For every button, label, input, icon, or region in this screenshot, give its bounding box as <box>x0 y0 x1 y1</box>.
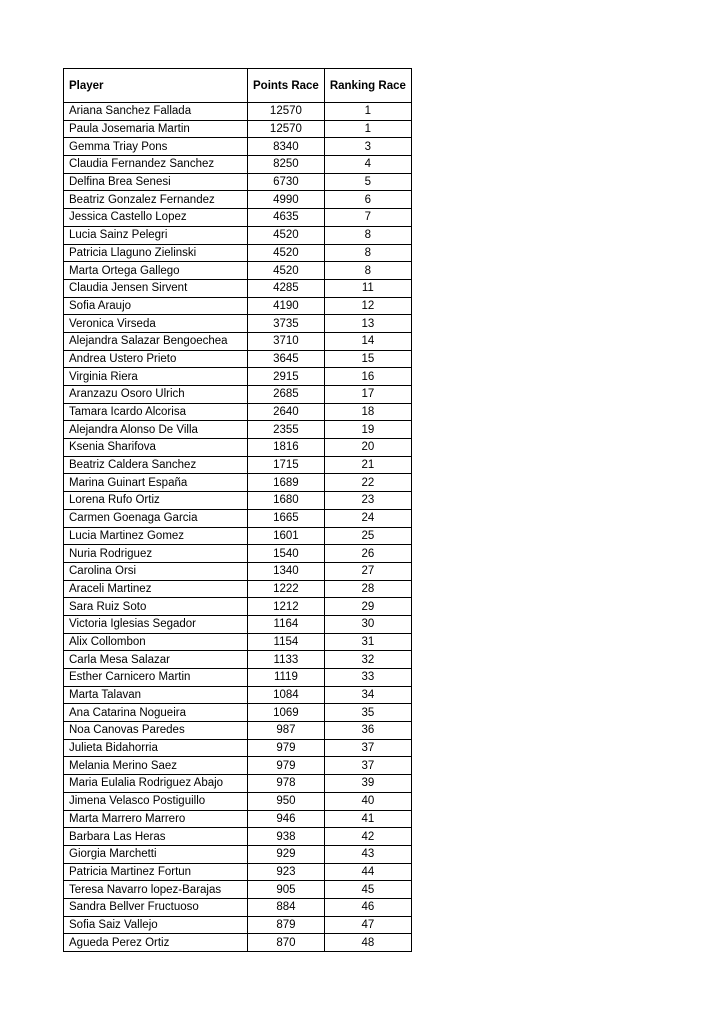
player-name-cell: Marta Talavan <box>64 686 248 704</box>
table-row <box>64 775 412 793</box>
table-row <box>64 262 412 280</box>
points-cell: 4285 <box>248 279 325 297</box>
points-cell: 4990 <box>248 191 325 209</box>
player-name-cell: Nuria Rodriguez <box>64 545 248 563</box>
table-row <box>64 368 412 386</box>
table-row <box>64 881 412 899</box>
player-name-cell: Beatriz Caldera Sanchez <box>64 456 248 474</box>
table-row <box>64 386 412 404</box>
player-name-cell: Araceli Martinez <box>64 580 248 598</box>
table-row <box>64 279 412 297</box>
player-name-cell: Melania Merino Saez <box>64 757 248 775</box>
table-row <box>64 580 412 598</box>
table-row <box>64 297 412 315</box>
table-row <box>64 191 412 209</box>
player-name-cell: Carmen Goenaga Garcia <box>64 509 248 527</box>
player-name-cell: Patricia Martinez Fortun <box>64 863 248 881</box>
ranking-cell: 15 <box>324 350 411 368</box>
player-name-cell: Alejandra Salazar Bengoechea <box>64 332 248 350</box>
player-name-cell: Gemma Triay Pons <box>64 138 248 156</box>
points-cell: 12570 <box>248 103 325 121</box>
ranking-cell: 21 <box>324 456 411 474</box>
table-row <box>64 934 412 952</box>
ranking-cell: 17 <box>324 386 411 404</box>
player-name-cell: Sara Ruiz Soto <box>64 598 248 616</box>
ranking-cell: 13 <box>324 315 411 333</box>
player-name-cell: Lucia Sainz Pelegri <box>64 226 248 244</box>
player-name-cell: Ariana Sanchez Fallada <box>64 103 248 121</box>
points-cell: 1680 <box>248 492 325 510</box>
player-name-cell: Virginia Riera <box>64 368 248 386</box>
points-cell: 1665 <box>248 509 325 527</box>
points-cell: 979 <box>248 739 325 757</box>
points-cell: 12570 <box>248 120 325 138</box>
ranking-cell: 32 <box>324 651 411 669</box>
points-cell: 4520 <box>248 262 325 280</box>
ranking-cell: 47 <box>324 916 411 934</box>
ranking-cell: 11 <box>324 279 411 297</box>
points-cell: 905 <box>248 881 325 899</box>
ranking-cell: 39 <box>324 775 411 793</box>
points-cell: 1164 <box>248 615 325 633</box>
ranking-cell: 4 <box>324 156 411 174</box>
points-cell: 1340 <box>248 562 325 580</box>
points-cell: 4520 <box>248 244 325 262</box>
ranking-cell: 29 <box>324 598 411 616</box>
points-cell: 1119 <box>248 669 325 687</box>
ranking-cell: 1 <box>324 103 411 121</box>
ranking-cell: 5 <box>324 173 411 191</box>
points-cell: 2915 <box>248 368 325 386</box>
points-cell: 2685 <box>248 386 325 404</box>
table-row <box>64 633 412 651</box>
ranking-cell: 24 <box>324 509 411 527</box>
player-name-cell: Agueda Perez Ortiz <box>64 934 248 952</box>
player-name-cell: Andrea Ustero Prieto <box>64 350 248 368</box>
player-name-cell: Lucia Martinez Gomez <box>64 527 248 545</box>
player-name-cell: Jessica Castello Lopez <box>64 209 248 227</box>
points-cell: 3710 <box>248 332 325 350</box>
points-cell: 4635 <box>248 209 325 227</box>
table-row <box>64 209 412 227</box>
table-row <box>64 332 412 350</box>
ranking-cell: 27 <box>324 562 411 580</box>
table-row <box>64 138 412 156</box>
table-row <box>64 492 412 510</box>
table-row <box>64 315 412 333</box>
points-cell: 4190 <box>248 297 325 315</box>
ranking-cell: 7 <box>324 209 411 227</box>
player-name-cell: Beatriz Gonzalez Fernandez <box>64 191 248 209</box>
table-row <box>64 350 412 368</box>
player-name-cell: Patricia Llaguno Zielinski <box>64 244 248 262</box>
table-row <box>64 173 412 191</box>
ranking-cell: 1 <box>324 120 411 138</box>
ranking-cell: 6 <box>324 191 411 209</box>
ranking-cell: 44 <box>324 863 411 881</box>
header-ranking-race: Ranking Race <box>324 69 411 103</box>
table-row <box>64 651 412 669</box>
player-name-cell: Victoria Iglesias Segador <box>64 615 248 633</box>
table-row <box>64 103 412 121</box>
table-row <box>64 845 412 863</box>
points-cell: 3735 <box>248 315 325 333</box>
player-name-cell: Ana Catarina Nogueira <box>64 704 248 722</box>
player-name-cell: Sofia Araujo <box>64 297 248 315</box>
points-cell: 8250 <box>248 156 325 174</box>
points-cell: 1084 <box>248 686 325 704</box>
ranking-table-container <box>63 68 412 952</box>
points-cell: 6730 <box>248 173 325 191</box>
table-row <box>64 562 412 580</box>
points-cell: 987 <box>248 722 325 740</box>
points-cell: 979 <box>248 757 325 775</box>
player-name-cell: Alix Collombon <box>64 633 248 651</box>
ranking-cell: 41 <box>324 810 411 828</box>
points-cell: 1133 <box>248 651 325 669</box>
points-cell: 1069 <box>248 704 325 722</box>
player-name-cell: Noa Canovas Paredes <box>64 722 248 740</box>
header-row <box>64 69 412 103</box>
ranking-cell: 33 <box>324 669 411 687</box>
table-row <box>64 669 412 687</box>
ranking-cell: 26 <box>324 545 411 563</box>
points-cell: 946 <box>248 810 325 828</box>
points-cell: 1540 <box>248 545 325 563</box>
ranking-cell: 16 <box>324 368 411 386</box>
points-cell: 1222 <box>248 580 325 598</box>
player-name-cell: Tamara Icardo Alcorisa <box>64 403 248 421</box>
player-name-cell: Delfina Brea Senesi <box>64 173 248 191</box>
player-name-cell: Ksenia Sharifova <box>64 439 248 457</box>
table-row <box>64 545 412 563</box>
table-row <box>64 898 412 916</box>
table-row <box>64 456 412 474</box>
points-cell: 3645 <box>248 350 325 368</box>
table-row <box>64 863 412 881</box>
points-cell: 1689 <box>248 474 325 492</box>
player-name-cell: Carla Mesa Salazar <box>64 651 248 669</box>
points-cell: 870 <box>248 934 325 952</box>
table-row <box>64 828 412 846</box>
table-row <box>64 686 412 704</box>
header-points-race: Points Race <box>248 69 325 103</box>
points-cell: 884 <box>248 898 325 916</box>
ranking-cell: 8 <box>324 226 411 244</box>
ranking-cell: 25 <box>324 527 411 545</box>
player-name-cell: Veronica Virseda <box>64 315 248 333</box>
table-row <box>64 509 412 527</box>
ranking-cell: 43 <box>324 845 411 863</box>
ranking-cell: 34 <box>324 686 411 704</box>
player-name-cell: Giorgia Marchetti <box>64 845 248 863</box>
points-cell: 879 <box>248 916 325 934</box>
ranking-cell: 40 <box>324 792 411 810</box>
points-cell: 923 <box>248 863 325 881</box>
points-cell: 1816 <box>248 439 325 457</box>
ranking-cell: 3 <box>324 138 411 156</box>
table-row <box>64 156 412 174</box>
ranking-cell: 35 <box>324 704 411 722</box>
player-name-cell: Lorena Rufo Ortiz <box>64 492 248 510</box>
ranking-cell: 36 <box>324 722 411 740</box>
player-name-cell: Maria Eulalia Rodriguez Abajo <box>64 775 248 793</box>
player-name-cell: Teresa Navarro lopez-Barajas <box>64 881 248 899</box>
points-cell: 1601 <box>248 527 325 545</box>
table-row <box>64 615 412 633</box>
ranking-cell: 37 <box>324 757 411 775</box>
points-cell: 950 <box>248 792 325 810</box>
table-row <box>64 474 412 492</box>
table-row <box>64 810 412 828</box>
ranking-cell: 23 <box>324 492 411 510</box>
ranking-cell: 19 <box>324 421 411 439</box>
ranking-cell: 30 <box>324 615 411 633</box>
table-row <box>64 226 412 244</box>
ranking-cell: 12 <box>324 297 411 315</box>
table-row <box>64 527 412 545</box>
points-cell: 8340 <box>248 138 325 156</box>
points-cell: 978 <box>248 775 325 793</box>
ranking-cell: 42 <box>324 828 411 846</box>
ranking-cell: 18 <box>324 403 411 421</box>
table-row <box>64 792 412 810</box>
header-player: Player <box>64 69 248 103</box>
ranking-cell: 28 <box>324 580 411 598</box>
player-name-cell: Marta Ortega Gallego <box>64 262 248 280</box>
player-name-cell: Jimena Velasco Postiguillo <box>64 792 248 810</box>
player-name-cell: Julieta Bidahorria <box>64 739 248 757</box>
points-cell: 4520 <box>248 226 325 244</box>
table-row <box>64 244 412 262</box>
points-cell: 1715 <box>248 456 325 474</box>
table-row <box>64 722 412 740</box>
table-row <box>64 757 412 775</box>
table-row <box>64 439 412 457</box>
ranking-cell: 14 <box>324 332 411 350</box>
points-cell: 2640 <box>248 403 325 421</box>
points-cell: 1154 <box>248 633 325 651</box>
points-cell: 929 <box>248 845 325 863</box>
ranking-cell: 8 <box>324 262 411 280</box>
table-row <box>64 598 412 616</box>
player-name-cell: Barbara Las Heras <box>64 828 248 846</box>
table-row <box>64 704 412 722</box>
player-name-cell: Esther Carnicero Martin <box>64 669 248 687</box>
table-row <box>64 916 412 934</box>
player-name-cell: Claudia Fernandez Sanchez <box>64 156 248 174</box>
ranking-cell: 8 <box>324 244 411 262</box>
table-row <box>64 739 412 757</box>
player-name-cell: Paula Josemaria Martin <box>64 120 248 138</box>
table-row <box>64 120 412 138</box>
ranking-cell: 37 <box>324 739 411 757</box>
ranking-cell: 20 <box>324 439 411 457</box>
ranking-cell: 45 <box>324 881 411 899</box>
player-name-cell: Sofia Saiz Vallejo <box>64 916 248 934</box>
player-name-cell: Marta Marrero Marrero <box>64 810 248 828</box>
player-name-cell: Marina Guinart España <box>64 474 248 492</box>
player-name-cell: Carolina Orsi <box>64 562 248 580</box>
table-row <box>64 421 412 439</box>
points-cell: 1212 <box>248 598 325 616</box>
ranking-cell: 46 <box>324 898 411 916</box>
player-name-cell: Aranzazu Osoro Ulrich <box>64 386 248 404</box>
ranking-cell: 31 <box>324 633 411 651</box>
points-cell: 2355 <box>248 421 325 439</box>
ranking-cell: 22 <box>324 474 411 492</box>
player-name-cell: Claudia Jensen Sirvent <box>64 279 248 297</box>
player-ranking-table <box>63 68 412 952</box>
player-name-cell: Alejandra Alonso De Villa <box>64 421 248 439</box>
points-cell: 938 <box>248 828 325 846</box>
ranking-cell: 48 <box>324 934 411 952</box>
player-name-cell: Sandra Bellver Fructuoso <box>64 898 248 916</box>
table-row <box>64 403 412 421</box>
